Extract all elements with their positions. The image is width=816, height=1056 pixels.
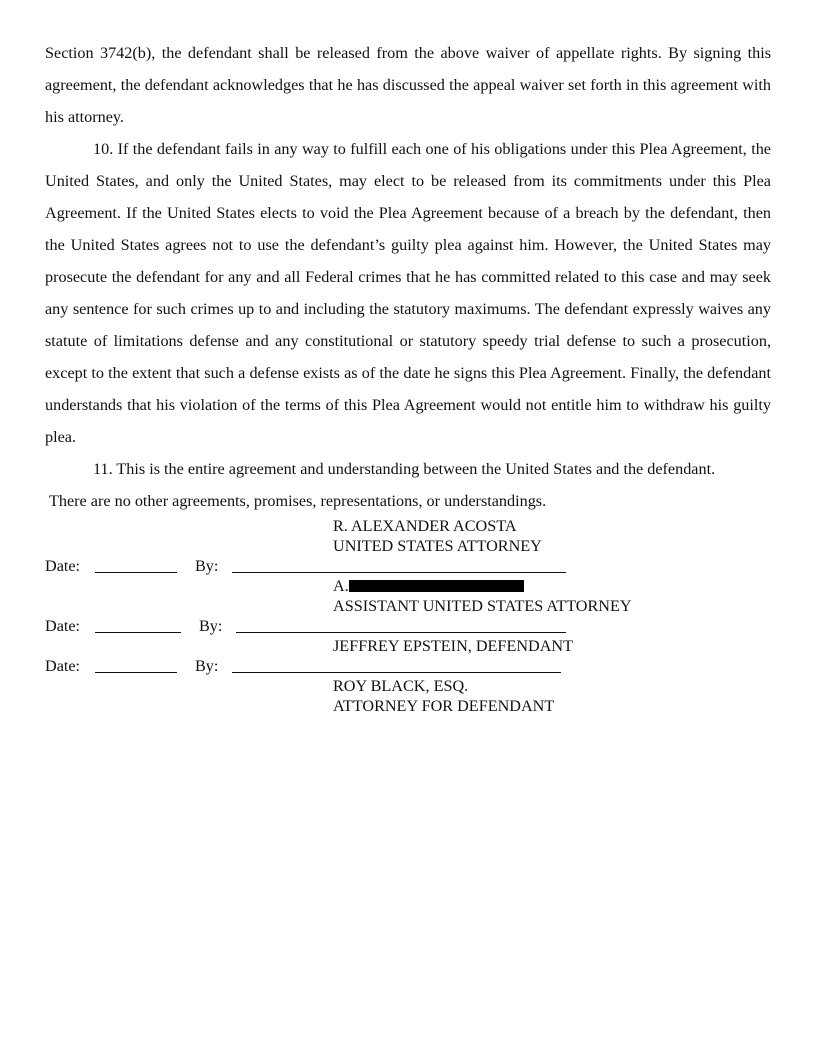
defendant-name: JEFFREY EPSTEIN, DEFENDANT (333, 637, 573, 655)
signature-line-3[interactable] (232, 672, 561, 673)
date-label-3: Date: (45, 657, 81, 675)
signature-block (0, 516, 816, 736)
date-line-3[interactable] (95, 672, 177, 673)
date-label-1: Date: (45, 557, 81, 575)
ausa-name-initial: A. (333, 577, 349, 595)
signature-line-2[interactable] (236, 632, 566, 633)
signature-line-1[interactable] (232, 572, 566, 573)
ausa-title: ASSISTANT UNITED STATES ATTORNEY (333, 597, 632, 615)
redaction-bar (349, 580, 524, 592)
by-label-2: By: (199, 617, 223, 635)
paragraph-11-line-2: There are no other agreements, promises, representations, or understandings. (49, 492, 547, 510)
counsel-title: ATTORNEY FOR DEFENDANT (333, 697, 555, 715)
paragraph-11-line-1: 11. This is the entire agreement and understanding between the United States and the defendant. (93, 460, 716, 478)
by-label-3: By: (195, 657, 219, 675)
us-attorney-title: UNITED STATES ATTORNEY (333, 537, 542, 555)
date-line-1[interactable] (95, 572, 177, 573)
us-attorney-name: R. ALEXANDER ACOSTA (333, 517, 517, 535)
date-line-2[interactable] (95, 632, 181, 633)
paragraph-continuation: Section 3742(b), the defendant shall be released from the above waiver of appellate rights. By signing this agreement, the defendant acknowledges that he has discussed the appeal waiver set forth in this agreement with his attorney. (45, 44, 771, 126)
counsel-name: ROY BLACK, ESQ. (333, 677, 469, 695)
agreement-body (45, 37, 771, 517)
by-label-1: By: (195, 557, 219, 575)
date-label-2: Date: (45, 617, 81, 635)
paragraph-10: 10. If the defendant fails in any way to fulfill each one of his obligations under this Plea Agreement, the United States, and only the United States, may elect to be released from its commitments under this Plea Agreement. If the United States elects to void the Plea Agreement because of a breach by the defendant, then the United States agrees not to use the defendant’s guilty plea against him. However, the United States may prosecute the defendant for any and all Federal crimes that he has committed related to this case and may seek any sentence for such crimes up to and including the statutory maximums. The defendant expressly waives any statute of limitations defense and any constitutional or statutory speedy trial defense to such a prosecution, except to the extent that such a defense exists as of the date he signs this Plea Agreement. Finally, the defendant understands that his violation of the terms of this Plea Agreement would not entitle him to withdraw his guilty plea. (45, 140, 771, 446)
